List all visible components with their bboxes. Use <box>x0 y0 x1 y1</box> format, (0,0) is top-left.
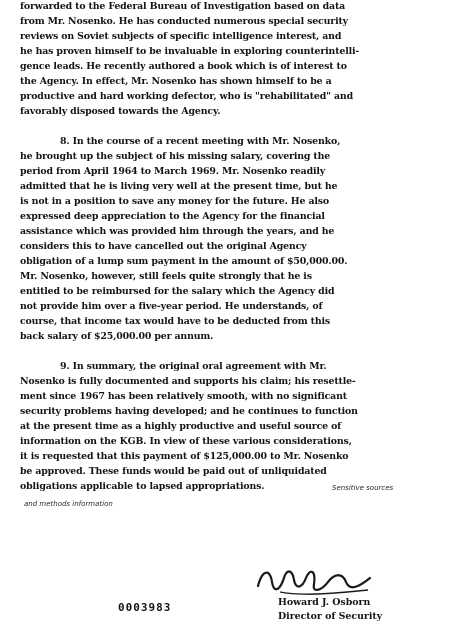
para9-line-8: be approved. These funds would be paid out of unliquidated <box>20 466 327 477</box>
para8-line-6: expressed deep appreciation to the Agency for the financial <box>20 211 325 222</box>
para9-line-6: information on the KGB. In view of these various considerations, <box>20 436 352 447</box>
signer-name: Howard J. Osborn <box>278 597 371 608</box>
intro-line-2: from Mr. Nosenko. He has conducted numerous special security <box>20 16 348 27</box>
intro-line-3: reviews on Soviet subjects of specific intelligence interest, and <box>20 31 342 42</box>
para9-line-1: 9. In summary, the original oral agreement with Mr. <box>60 361 327 372</box>
para8-line-1: 8. In the course of a recent meeting with Mr. Nosenko, <box>60 136 341 147</box>
para8-line-11: entitled to be reimbursed for the salary which the Agency did <box>20 286 335 297</box>
para8-line-8: considers this to have cancelled out the original Agency <box>20 241 307 252</box>
para8-line-5: is not in a position to save any money for the future. He also <box>20 196 330 207</box>
para8-line-4: admitted that he is living very well at the present time, but he <box>20 181 338 192</box>
para8-line-12: not provide him over a five-year period. He understands, of <box>20 301 323 312</box>
handwritten-annotation-methods: and methods information <box>24 500 113 508</box>
handwritten-annotation-sensitive-sources: Sensitive sources <box>332 484 394 492</box>
intro-line-7: productive and hard working defector, who is "rehabilitated" and <box>20 91 353 102</box>
intro-line-6: the Agency. In effect, Mr. Nosenko has shown himself to be a <box>20 76 332 87</box>
para8-line-13: course, that income tax would have to be deducted from this <box>20 316 331 327</box>
intro-line-8: favorably disposed towards the Agency. <box>20 106 221 117</box>
para8-line-3: period from April 1964 to March 1969. Mr. Nosenko readily <box>20 166 326 177</box>
signer-title: Director of Security <box>278 611 383 622</box>
signature-scribble <box>250 560 380 600</box>
intro-line-5: gence leads. He recently authored a book which is of interest to <box>20 61 347 72</box>
intro-line-4: he has proven himself to be invaluable in exploring counterintelli- <box>20 46 360 57</box>
para9-line-2: Nosenko is fully documented and supports his claim; his resettle- <box>20 376 356 387</box>
para9-line-7: it is requested that this payment of $125,000.00 to Mr. Nosenko <box>20 451 349 462</box>
para8-line-14: back salary of $25,000.00 per annum. <box>20 331 214 342</box>
para9-line-5: at the present time as a highly productive and useful source of <box>20 421 342 432</box>
para8-line-9: obligation of a lump sum payment in the amount of $50,000.00. <box>20 256 348 267</box>
para8-line-10: Mr. Nosenko, however, still feels quite strongly that he is <box>20 271 312 282</box>
document-number: 0003983 <box>118 601 172 614</box>
intro-line-1: forwarded to the Federal Bureau of Investigation based on data <box>20 1 346 12</box>
para8-line-2: he brought up the subject of his missing salary, covering the <box>20 151 331 162</box>
para8-line-7: assistance which was provided him through the years, and he <box>20 226 335 237</box>
para9-line-3: ment since 1967 has been relatively smooth, with no significant <box>20 391 347 402</box>
para9-line-9: obligations applicable to lapsed appropriations. <box>20 481 265 492</box>
para9-line-4: security problems having developed; and he continues to function <box>20 406 358 417</box>
